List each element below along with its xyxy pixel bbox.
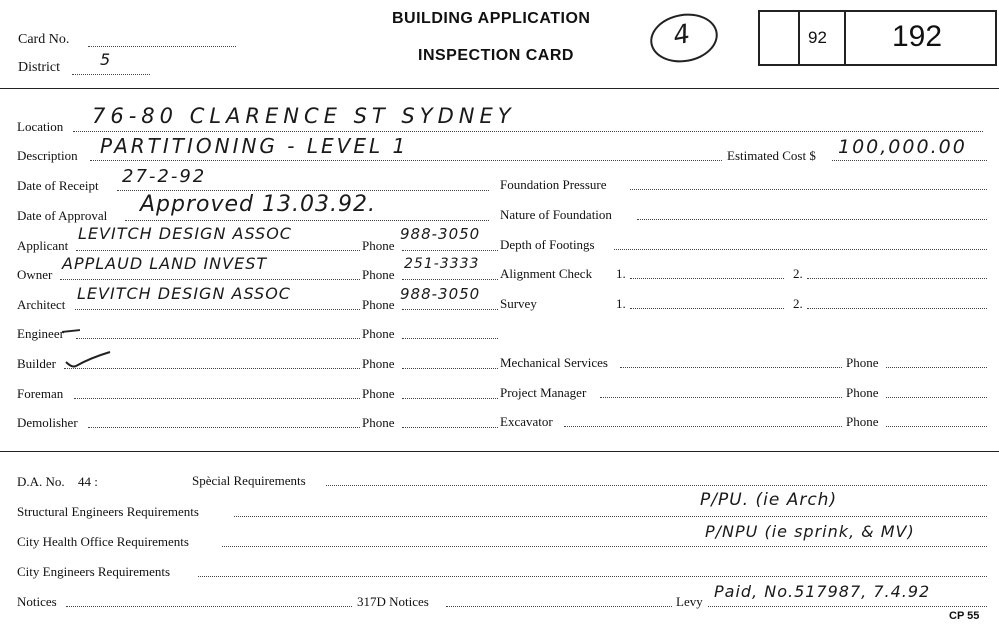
health-requirements-label: City Health Office Requirements — [17, 534, 189, 549]
city-engineers-requirements-label: City Engineers Requirements — [17, 564, 171, 579]
nature-of-foundation-field[interactable] — [637, 219, 987, 220]
description-field[interactable] — [90, 160, 722, 161]
da-no-label: D.A. No. — [17, 474, 65, 489]
engineer-dash-mark — [62, 329, 80, 333]
architect-phone-value: 988-3050 — [400, 285, 481, 303]
card-number-large: 192 — [892, 20, 943, 53]
location-label: Location — [17, 119, 64, 134]
mechanical-services-field[interactable] — [620, 367, 842, 368]
date-of-receipt-label: Date of Receipt — [17, 178, 99, 193]
architect-phone-field[interactable] — [402, 309, 498, 310]
architect-value: LEVITCH DESIGN ASSOC — [77, 284, 291, 303]
notices-317d-field[interactable] — [446, 606, 672, 607]
nature-of-foundation-label: Nature of Foundation — [500, 207, 612, 222]
demolisher-field[interactable] — [88, 427, 360, 428]
survey-label: Survey — [500, 296, 537, 311]
foreman-phone-label: Phone — [362, 386, 395, 401]
applicant-field[interactable] — [76, 250, 360, 251]
estimated-cost-field[interactable] — [832, 160, 987, 161]
foreman-label: Foreman — [17, 386, 64, 401]
card-no-field[interactable] — [88, 46, 236, 47]
notices-field[interactable] — [66, 606, 352, 607]
engineer-phone-label: Phone — [362, 326, 395, 341]
excavator-field[interactable] — [564, 426, 842, 427]
engineer-field[interactable] — [76, 338, 360, 339]
alignment-check-label: Alignment Check — [500, 266, 593, 281]
health-requirements-field[interactable] — [222, 546, 987, 547]
foundation-pressure-label: Foundation Pressure — [500, 177, 607, 192]
builder-label: Builder — [17, 356, 56, 371]
levy-value: Paid, No.517987, 7.4.92 — [714, 582, 931, 601]
project-manager-label: Project Manager — [500, 385, 587, 400]
foundation-pressure-field[interactable] — [630, 189, 987, 190]
project-manager-field[interactable] — [600, 397, 842, 398]
notices-label: Notices — [17, 594, 57, 609]
applicant-value: LEVITCH DESIGN ASSOC — [78, 224, 292, 243]
alignment-check-field-2[interactable] — [807, 278, 987, 279]
foreman-phone-field[interactable] — [402, 398, 498, 399]
header-divider — [0, 88, 999, 89]
survey-num-1: 1. — [616, 296, 626, 311]
estimated-cost-value: 100,000.00 — [838, 136, 967, 158]
date-of-receipt-field[interactable] — [117, 190, 489, 191]
project-manager-phone-label: Phone — [846, 385, 879, 400]
excavator-label: Excavator — [500, 414, 553, 429]
applicant-label: Applicant — [17, 238, 69, 253]
special-requirements-label: Spècial Requirements — [192, 473, 306, 488]
owner-phone-label: Phone — [362, 267, 395, 282]
owner-phone-value: 251-3333 — [404, 256, 480, 272]
circled-mark — [646, 8, 721, 67]
demolisher-label: Demolisher — [17, 415, 78, 430]
alignment-check-num-2: 2. — [793, 266, 803, 281]
card-no-label: Card No. — [18, 32, 70, 47]
owner-phone-field[interactable] — [402, 279, 498, 280]
survey-field-2[interactable] — [807, 308, 987, 309]
survey-field-1[interactable] — [630, 308, 784, 309]
builder-phone-field[interactable] — [402, 368, 498, 369]
district-field[interactable] — [72, 74, 150, 75]
mechanical-phone-label: Phone — [846, 355, 879, 370]
mechanical-services-label: Mechanical Services — [500, 355, 608, 370]
owner-value: APPLAUD LAND INVEST — [62, 254, 268, 273]
applicant-phone-value: 988-3050 — [400, 225, 481, 243]
circled-mark-value: 4 — [671, 19, 693, 52]
applicant-phone-label: Phone — [362, 238, 395, 253]
builder-phone-label: Phone — [362, 356, 395, 371]
form-title-line1: BUILDING APPLICATION — [392, 10, 591, 27]
location-value: 76-80 CLARENCE ST SYDNEY — [92, 104, 516, 128]
location-field[interactable] — [73, 131, 983, 132]
architect-field[interactable] — [75, 309, 360, 310]
levy-label: Levy — [676, 594, 703, 609]
demolisher-phone-label: Phone — [362, 415, 395, 430]
date-of-approval-value: Approved 13.03.92. — [140, 192, 376, 217]
excavator-phone-field[interactable] — [886, 426, 987, 427]
date-of-approval-label: Date of Approval — [17, 208, 108, 223]
depth-of-footings-field[interactable] — [614, 249, 987, 250]
da-no-value: 44 : — [78, 474, 98, 489]
card-number-small-cell — [798, 12, 846, 64]
owner-label: Owner — [17, 267, 53, 282]
alignment-check-field-1[interactable] — [630, 278, 784, 279]
district-label: District — [18, 60, 60, 75]
mechanical-phone-field[interactable] — [886, 367, 987, 368]
excavator-phone-label: Phone — [846, 414, 879, 429]
form-title-line2: INSPECTION CARD — [418, 47, 574, 64]
health-requirements-value: P/NPU (ie sprink, & MV) — [705, 522, 915, 541]
depth-of-footings-label: Depth of Footings — [500, 237, 595, 252]
district-value: 5 — [100, 50, 113, 69]
structural-requirements-value: P/PU. (ie Arch) — [700, 490, 838, 510]
survey-num-2: 2. — [793, 296, 803, 311]
engineer-label: Engineer — [17, 326, 64, 341]
form-code: CP 55 — [949, 610, 980, 622]
description-value: PARTITIONING - LEVEL 1 — [100, 134, 409, 158]
demolisher-phone-field[interactable] — [402, 427, 498, 428]
notices-317d-label: 317D Notices — [357, 594, 429, 609]
special-requirements-field[interactable] — [326, 485, 987, 486]
owner-field[interactable] — [60, 279, 360, 280]
requirements-divider — [0, 451, 999, 452]
applicant-phone-field[interactable] — [402, 250, 498, 251]
estimated-cost-label: Estimated Cost $ — [727, 148, 816, 163]
city-engineers-requirements-field[interactable] — [198, 576, 987, 577]
builder-check-icon — [64, 350, 114, 370]
date-of-receipt-value: 27-2-92 — [122, 166, 207, 187]
structural-requirements-label: Structural Engineers Requirements — [17, 504, 199, 519]
project-manager-phone-field[interactable] — [886, 397, 987, 398]
description-label: Description — [17, 148, 78, 163]
levy-field[interactable] — [708, 606, 987, 607]
foreman-field[interactable] — [74, 398, 360, 399]
architect-phone-label: Phone — [362, 297, 395, 312]
card-number-box — [758, 10, 997, 66]
card-number-small: 92 — [808, 28, 827, 47]
date-of-approval-field[interactable] — [125, 220, 489, 221]
engineer-phone-field[interactable] — [402, 338, 498, 339]
architect-label: Architect — [17, 297, 66, 312]
structural-requirements-field[interactable] — [234, 516, 987, 517]
alignment-check-num-1: 1. — [616, 266, 626, 281]
